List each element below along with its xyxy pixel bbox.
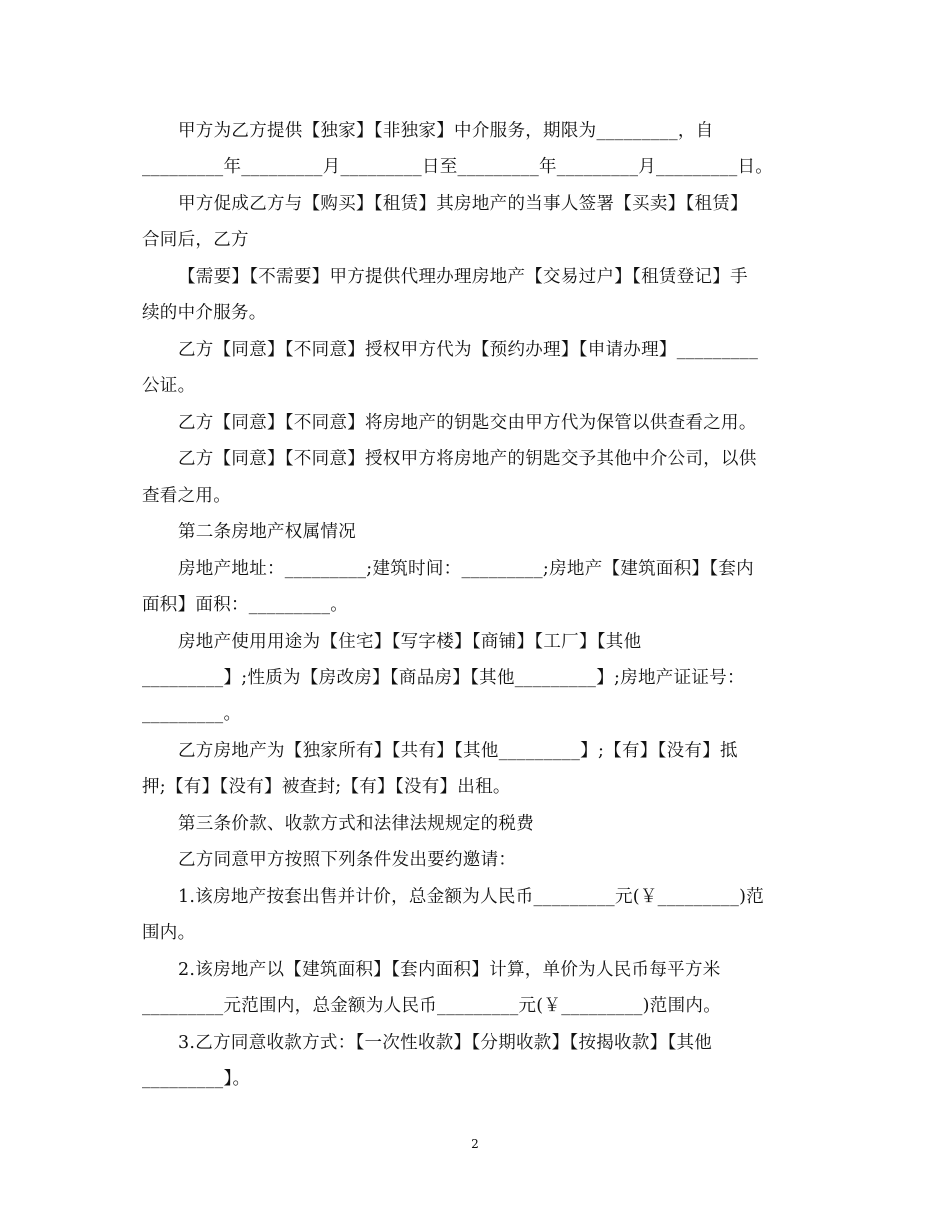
text-line: _________年_________月_________日至_________年_________月_________日。 xyxy=(142,157,774,177)
text-line: 续的中介服务。 xyxy=(142,303,267,323)
text-line: 2.该房地产以【建筑面积】【套内面积】计算，单价为人民币每平方米 xyxy=(178,960,721,980)
text-line: 围内。 xyxy=(142,923,196,943)
text-line: 押;【有】【没有】被查封;【有】【没有】出租。 xyxy=(142,777,511,797)
text-line: _________】;性质为【房改房】【商品房】【其他_________】;房地产证证号： xyxy=(142,668,745,688)
text-line: 面积】面积：_________。 xyxy=(142,595,349,615)
text-line: 乙方同意甲方按照下列条件发出要约邀请： xyxy=(178,850,517,870)
page-number: 2 xyxy=(471,1137,479,1151)
text-line: 房地产使用用途为【住宅】【写字楼】【商铺】【工厂】【其他 xyxy=(178,632,642,652)
text-line: _________元范围内，总金额为人民币_________元(￥_________)范围内。 xyxy=(142,996,722,1016)
text-line: 乙方【同意】【不同意】授权甲方代为【预约办理】【申请办理】_________ xyxy=(178,340,759,360)
text-line: 合同后，乙方 xyxy=(142,230,249,250)
text-line: 房地产地址：_________;建筑时间：_________;房地产【建筑面积】【套内 xyxy=(178,559,754,579)
text-line: 乙方【同意】【不同意】授权甲方将房地产的钥匙交予其他中介公司，以供 xyxy=(178,449,757,469)
text-line: 3.乙方同意收款方式：【一次性收款】【分期收款】【按揭收款】【其他 xyxy=(178,1033,713,1053)
text-line: 乙方房地产为【独家所有】【共有】【其他_________】;【有】【没有】抵 xyxy=(178,741,738,761)
text-line: 查看之用。 xyxy=(142,486,231,506)
text-line: 公证。 xyxy=(142,376,196,396)
text-line: 乙方【同意】【不同意】将房地产的钥匙交由甲方代为保管以供查看之用。 xyxy=(178,413,757,433)
text-line: 甲方促成乙方与【购买】【租赁】其房地产的当事人签署【买卖】【租赁】 xyxy=(178,194,748,214)
text-line: 【需要】【不需要】甲方提供代理办理房地产【交易过户】【租赁登记】手 xyxy=(178,267,748,287)
text-line: 甲方为乙方提供【独家】【非独家】中介服务，期限为_________，自 xyxy=(178,121,714,141)
text-line: _________。 xyxy=(142,704,242,724)
section-heading: 第三条价款、收款方式和法律法规规定的税费 xyxy=(178,814,534,834)
section-heading: 第二条房地产权属情况 xyxy=(178,522,356,542)
text-line: _________】。 xyxy=(142,1069,251,1089)
text-line: 1.该房地产按套出售并计价，总金额为人民币_________元(￥_________)范 xyxy=(178,887,765,907)
